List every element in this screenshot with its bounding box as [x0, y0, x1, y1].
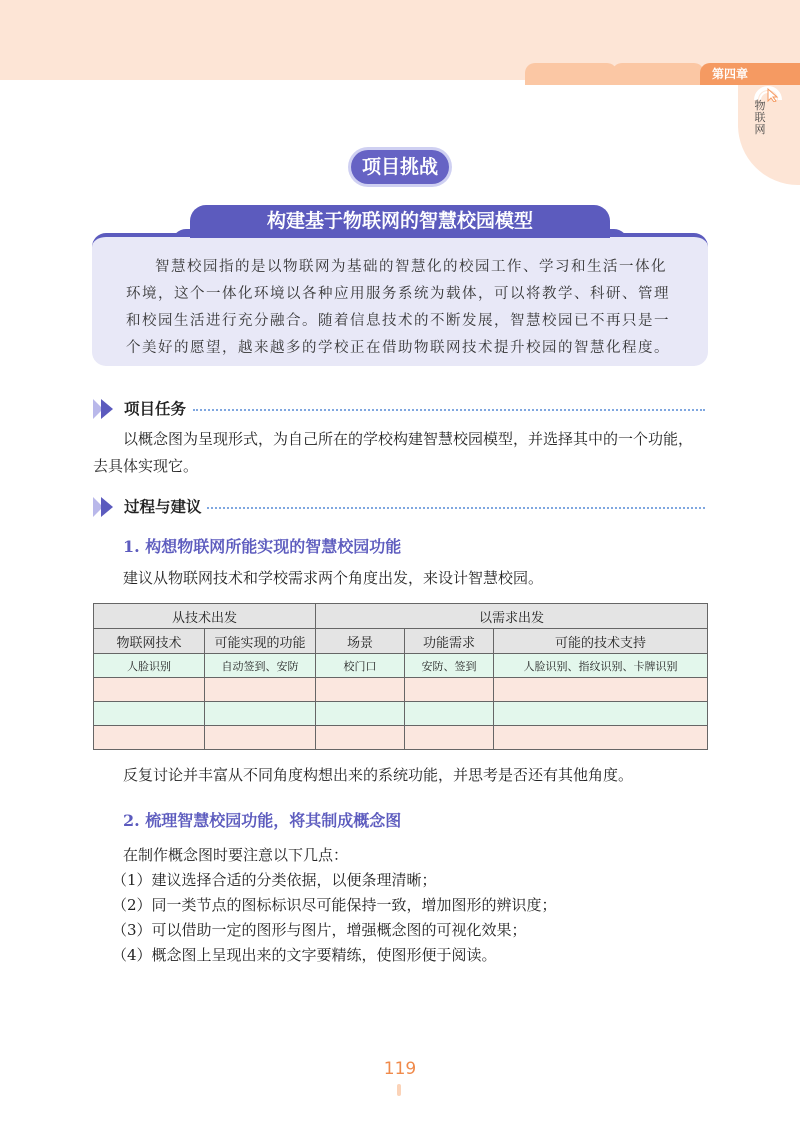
after-table-paragraph: 反复讨论并丰富从不同角度构想出来的系统功能，并思考是否还有其他角度。 — [123, 766, 634, 784]
table-group-header: 从技术出发 — [94, 604, 316, 629]
table-group-header-row — [94, 604, 708, 629]
table-cell — [316, 726, 405, 750]
header-tab-decor-1 — [525, 63, 617, 85]
page-number: 119 — [383, 1059, 417, 1079]
table-group-header: 以需求出发 — [316, 604, 708, 629]
table-cell — [494, 702, 708, 726]
header-tab-decor-2 — [612, 63, 704, 85]
table-cell — [205, 702, 316, 726]
table-cell — [316, 702, 405, 726]
step1-paragraph: 建议从物联网技术和学校需求两个角度出发，来设计智慧校园。 — [123, 569, 544, 587]
page-number-marker — [397, 1084, 401, 1096]
list-item: （1）建议选择合适的分类依据，以便条理清晰； — [112, 871, 437, 889]
table-row — [94, 654, 708, 678]
dotted-rule — [193, 409, 705, 411]
table-row — [94, 726, 708, 750]
table-cell: 自动签到、安防 — [205, 654, 316, 678]
project-title-banner: 构建基于物联网的智慧校园模型 — [190, 205, 610, 238]
table-cell — [405, 702, 494, 726]
table-cell — [205, 726, 316, 750]
table-cell — [494, 726, 708, 750]
section-heading-process — [93, 495, 705, 519]
step1-title: 1. 构想物联网所能实现的智慧校园功能 — [123, 537, 402, 556]
table-cell — [205, 678, 316, 702]
list-item: （3）可以借助一定的图形与图片，增强概念图的可视化效果； — [112, 921, 527, 939]
table-cell: 人脸识别、指纹识别、卡牌识别 — [494, 654, 708, 678]
table-cell — [94, 702, 205, 726]
table-column-header: 物联网技术 — [94, 629, 205, 654]
table-cell: 人脸识别 — [94, 654, 205, 678]
table-cell: 安防、签到 — [405, 654, 494, 678]
intro-paragraph: 智慧校园指的是以物联网为基础的智慧化的校园工作、学习和生活一体化环境，这个一体化环境以各种应用服务系统为载体，可以将教学、科研、管理和校园生活进行充分融合。随着信息技术的不断发展，智慧校园已不再只是一个美好的愿望，越来越多的学校正在借助物联网技术提升校园的智慧化程度。 — [126, 259, 670, 356]
table-cell — [405, 678, 494, 702]
dotted-rule — [207, 507, 705, 509]
step2-title: 2. 梳理智慧校园功能，将其制成概念图 — [123, 811, 402, 830]
brainstorm-table — [93, 603, 708, 750]
list-item: （4）概念图上呈现出来的文字要精练，使图形便于阅读。 — [112, 946, 497, 964]
section-title: 项目任务 — [124, 400, 187, 418]
side-label: 物联网 — [754, 99, 766, 136]
arrow-marker-icon — [101, 497, 113, 517]
table-cell — [316, 678, 405, 702]
section-heading-task — [93, 397, 705, 421]
table-column-header: 可能的技术支持 — [494, 629, 708, 654]
step2-intro: 在制作概念图时要注意以下几点： — [123, 846, 349, 864]
section-title: 过程与建议 — [124, 498, 202, 516]
task-paragraph: 以概念图为呈现形式，为自己所在的学校构建智慧校园模型，并选择其中的一个功能，去具体实现它。 — [93, 430, 694, 475]
table-row — [94, 678, 708, 702]
table-cell: 校门口 — [316, 654, 405, 678]
table-cell — [405, 726, 494, 750]
table-column-header: 场景 — [316, 629, 405, 654]
table-row — [94, 702, 708, 726]
table-column-header: 功能需求 — [405, 629, 494, 654]
table-header-row — [94, 629, 708, 654]
table-cell — [94, 678, 205, 702]
table-column-header: 可能实现的功能 — [205, 629, 316, 654]
chapter-tab: 第四章 — [700, 63, 800, 85]
arrow-marker-icon — [101, 399, 113, 419]
table-cell — [494, 678, 708, 702]
project-challenge-badge: 项目挑战 — [351, 150, 449, 184]
table-cell — [94, 726, 205, 750]
list-item: （2）同一类节点的图标标识尽可能保持一致，增加图形的辨识度； — [112, 896, 557, 914]
